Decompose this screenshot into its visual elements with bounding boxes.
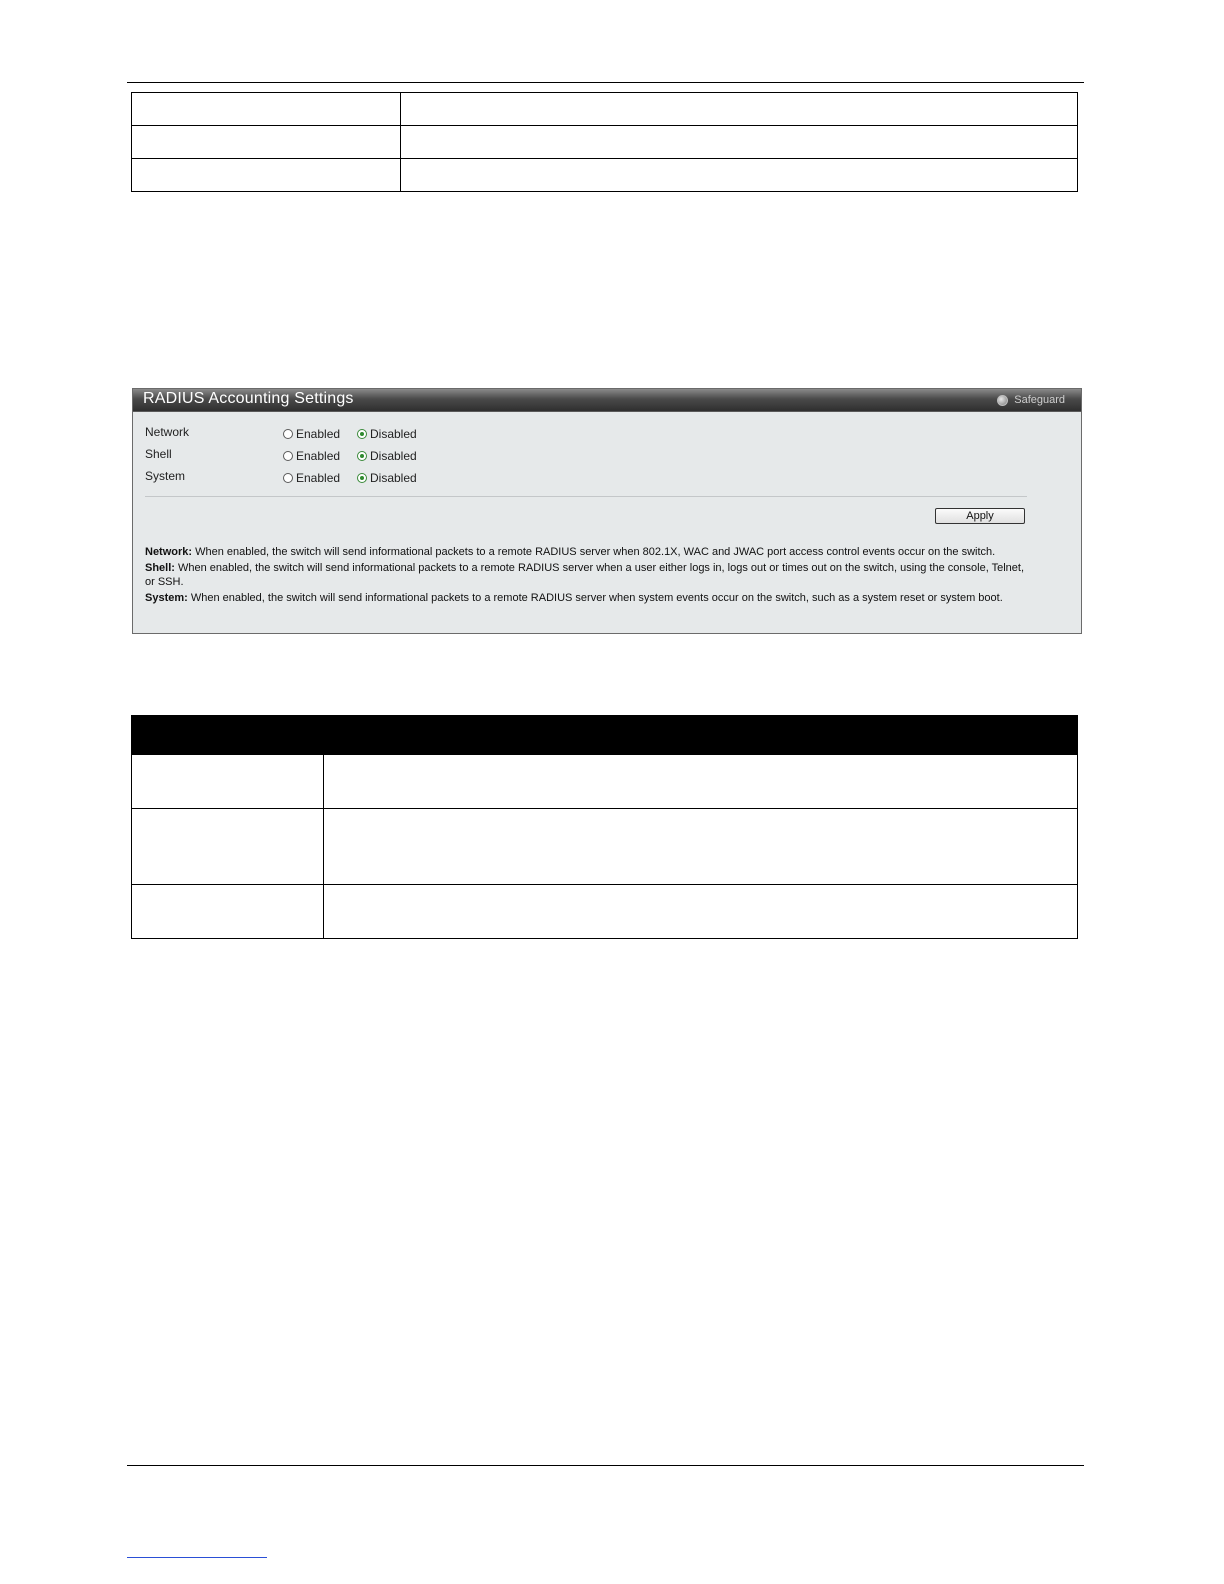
table-cell [401, 126, 1078, 159]
table-cell [401, 159, 1078, 192]
radio-checked-icon[interactable] [357, 473, 367, 483]
setting-label: Shell [145, 447, 172, 461]
table-cell [132, 809, 324, 885]
table-header-cell [132, 716, 324, 755]
radio-unchecked-icon[interactable] [283, 473, 293, 483]
table-row [132, 755, 1078, 809]
safeguard-indicator[interactable] [997, 394, 1065, 406]
table-row [132, 93, 1078, 126]
radio-label: Enabled [296, 427, 341, 441]
radio-unchecked-icon[interactable] [283, 429, 293, 439]
network-disabled-radio[interactable] [357, 427, 417, 441]
radio-unchecked-icon[interactable] [283, 451, 293, 461]
divider [145, 496, 1027, 497]
table-cell [132, 126, 401, 159]
note-system: System: When enabled, the switch will send informational packets to a remote RADIUS server when system events occur on the switch, such as a system reset or system boot. [145, 592, 1003, 604]
parameter-description-table [131, 715, 1078, 939]
radio-checked-icon[interactable] [357, 429, 367, 439]
table-cell [132, 93, 401, 126]
radius-accounting-settings-panel [132, 388, 1082, 634]
note-shell: Shell: When enabled, the switch will send informational packets to a remote RADIUS server when a user either logs in, logs out or times out on the switch, using the console, Telnet, or SSH. [145, 562, 1025, 588]
table-cell [324, 755, 1078, 809]
footer-link-underline [127, 1557, 267, 1558]
apply-button[interactable]: Apply [935, 508, 1025, 524]
shell-enabled-radio[interactable] [283, 449, 340, 463]
table-cell [132, 755, 324, 809]
table-row [132, 809, 1078, 885]
setting-label: System [145, 469, 186, 483]
shell-disabled-radio[interactable] [357, 449, 417, 463]
header-rule [127, 82, 1084, 83]
network-enabled-radio[interactable] [283, 427, 340, 441]
table-cell [324, 809, 1078, 885]
table-cell [132, 159, 401, 192]
footer-rule [127, 1465, 1084, 1466]
panel-header [133, 389, 1081, 412]
system-enabled-radio[interactable] [283, 471, 340, 485]
table-header-cell [324, 716, 1078, 755]
panel-title: RADIUS Accounting Settings [143, 390, 354, 407]
system-disabled-radio[interactable] [357, 471, 417, 485]
radio-label: Disabled [370, 449, 417, 463]
table-cell [401, 93, 1078, 126]
table-row [132, 126, 1078, 159]
table-cell [324, 885, 1078, 939]
safeguard-status-icon [997, 395, 1008, 406]
radio-label: Disabled [370, 471, 417, 485]
safeguard-label: Safeguard [1014, 394, 1065, 406]
parameter-table-continued [131, 92, 1078, 192]
radio-checked-icon[interactable] [357, 451, 367, 461]
radio-label: Enabled [296, 471, 341, 485]
radio-label: Enabled [296, 449, 341, 463]
table-cell [132, 885, 324, 939]
help-notes [145, 545, 1025, 607]
radio-label: Disabled [370, 427, 417, 441]
table-row [132, 159, 1078, 192]
table-row [132, 885, 1078, 939]
note-network: Network: When enabled, the switch will send informational packets to a remote RADIUS server when 802.1X, WAC and JWAC port access control events occur on the switch. [145, 546, 996, 558]
table-header-row [132, 716, 1078, 755]
setting-label: Network [145, 425, 190, 439]
